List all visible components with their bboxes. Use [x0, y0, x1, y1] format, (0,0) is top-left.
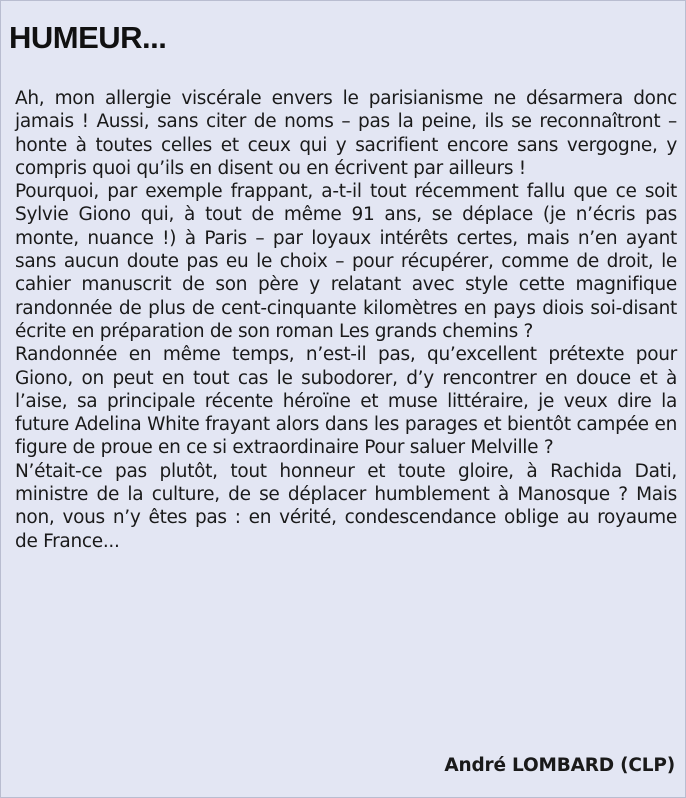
article-paragraph: Ah, mon allergie viscérale envers le parisianisme ne désarmera donc jamais ! Aussi, sans citer de noms – pas la peine, ils se reconnaîtront – honte à toutes celles et ceux qui y sacrifient encore sans vergogne, y compris quoi qu’ils en disent ou en écrivent par ailleurs !: [15, 88, 677, 179]
page-title: HUMEUR...: [9, 20, 167, 55]
article-body: [15, 87, 677, 553]
article-paragraph: Pourquoi, par exemple frappant, a-t-il tout récemment fallu que ce soit Sylvie Giono qui, à tout de même 91 ans, se déplace (je n’écris pas monte, nuance !) à Paris – par loyaux intérêts certes, mais n’en ayant sans aucun doute pas eu le choix – pour récupérer, comme de droit, le cahier manuscrit de son père y relatant avec style cette magnifique randonnée de plus de cent-cinquante kilomètres en pays diois soi-disant écrite en préparation de son roman Les grands chemins ?: [15, 181, 677, 342]
author-signature: André LOMBARD (CLP): [444, 755, 675, 776]
article-paragraph: Randonnée en même temps, n’est-il pas, qu’excellent prétexte pour Giono, on peut en tout cas le subodorer, d’y rencontrer en douce et à l’aise, sa principale récente héroïne et muse littéraire, je veux dire la future Adelina White frayant alors dans les parages et bientôt campée en figure de proue en ce si extraordinaire Pour saluer Melville ?: [15, 344, 677, 459]
article-paragraph: N’était-ce pas plutôt, tout honneur et toute gloire, à Rachida Dati, ministre de la culture, de se déplacer humblement à Manosque ? Mais non, vous n’y êtes pas : en vérité, condescendance oblige au royaume de France...: [15, 460, 677, 552]
